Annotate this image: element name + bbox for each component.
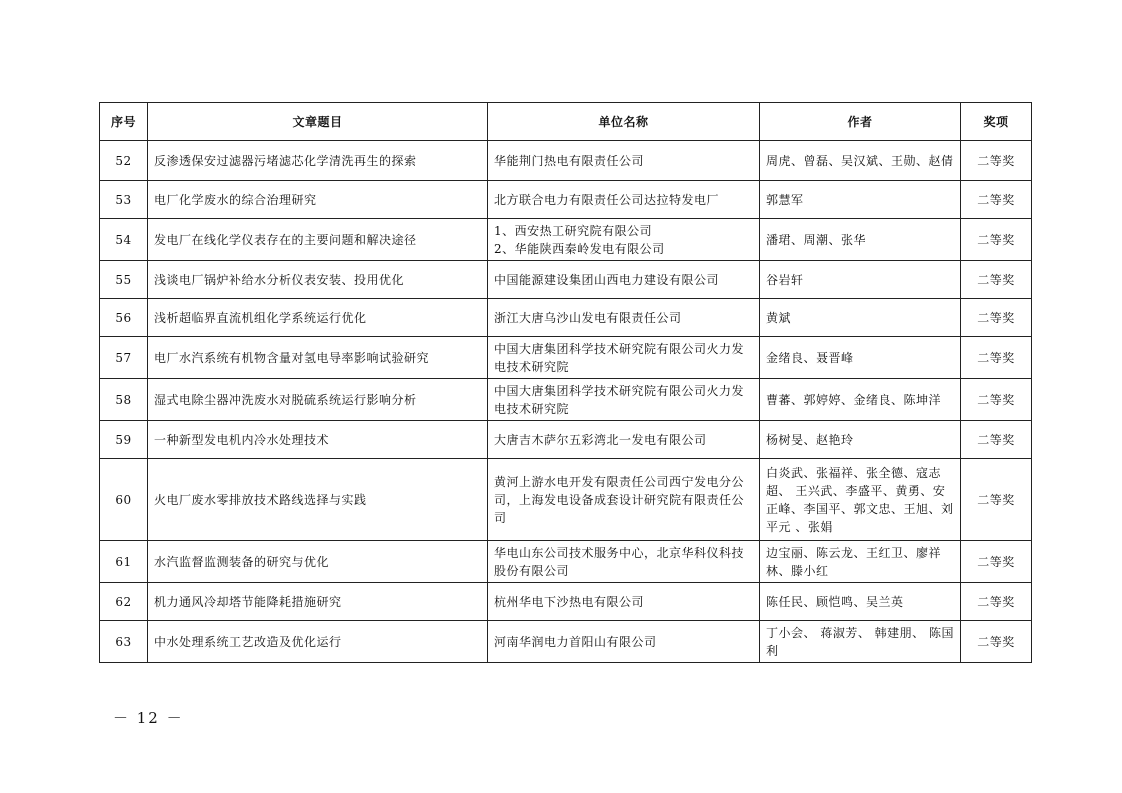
row-award: 二等奖	[961, 299, 1032, 337]
row-unit-name	[488, 181, 760, 219]
row-serial-number: 62	[100, 583, 148, 621]
table-row	[100, 379, 1032, 421]
row-article-title: 浅谈电厂锅炉补给水分析仪表安装、投用优化	[148, 261, 488, 299]
row-award: 二等奖	[961, 621, 1032, 663]
table-body	[100, 141, 1032, 663]
table-row	[100, 421, 1032, 459]
row-serial-number: 53	[100, 181, 148, 219]
row-article-title: 浅析超临界直流机组化学系统运行优化	[148, 299, 488, 337]
row-serial-number: 58	[100, 379, 148, 421]
unit-name-line: 华能荆门热电有限责任公司	[494, 153, 645, 168]
unit-name-line: 黄河上游水电开发有限责任公司西宁发电分公司，上海发电设备成套设计研究院有限责任公司	[494, 474, 745, 525]
unit-name-line: 大唐吉木萨尔五彩湾北一发电有限公司	[494, 432, 707, 447]
page-number: － 12 －	[113, 709, 184, 727]
row-serial-number: 56	[100, 299, 148, 337]
row-serial-number: 57	[100, 337, 148, 379]
row-article-title: 湿式电除尘器冲洗废水对脱硫系统运行影响分析	[148, 379, 488, 421]
unit-name-line: 2、华能陕西秦岭发电有限公司	[494, 241, 665, 256]
row-serial-number: 52	[100, 141, 148, 181]
table-row	[100, 219, 1032, 261]
table-row	[100, 337, 1032, 379]
row-award: 二等奖	[961, 219, 1032, 261]
row-award: 二等奖	[961, 421, 1032, 459]
row-article-title: 机力通风冷却塔节能降耗措施研究	[148, 583, 488, 621]
row-serial-number: 54	[100, 219, 148, 261]
row-unit-name	[488, 261, 760, 299]
row-unit-name	[488, 421, 760, 459]
unit-name-line: 中国大唐集团科学技术研究院有限公司火力发电技术研究院	[494, 341, 745, 374]
row-authors: 金绪良、聂晋峰	[760, 337, 961, 379]
row-award: 二等奖	[961, 583, 1032, 621]
row-article-title: 发电厂在线化学仪表存在的主要问题和解决途径	[148, 219, 488, 261]
row-authors: 黄斌	[760, 299, 961, 337]
row-award: 二等奖	[961, 459, 1032, 541]
row-unit-name	[488, 141, 760, 181]
row-unit-name	[488, 541, 760, 583]
row-serial-number: 61	[100, 541, 148, 583]
row-article-title: 水汽监督监测装备的研究与优化	[148, 541, 488, 583]
row-authors: 白炎武、张福祥、张全德、寇志超、 王兴武、李盛平、黄勇、安正峰、李国平、郭文忠、王旭、刘平元 、张娟	[760, 459, 961, 541]
header-serial-number: 序号	[100, 103, 148, 141]
table-row	[100, 181, 1032, 219]
row-article-title: 中水处理系统工艺改造及优化运行	[148, 621, 488, 663]
table-row	[100, 141, 1032, 181]
unit-name-line: 中国能源建设集团山西电力建设有限公司	[494, 272, 720, 287]
header-author: 作者	[760, 103, 961, 141]
row-award: 二等奖	[961, 337, 1032, 379]
row-article-title: 反渗透保安过滤器污堵滤芯化学清洗再生的探索	[148, 141, 488, 181]
unit-name-line: 杭州华电下沙热电有限公司	[494, 594, 645, 609]
table-row	[100, 459, 1032, 541]
row-award: 二等奖	[961, 181, 1032, 219]
award-table	[99, 102, 1032, 663]
row-unit-name	[488, 337, 760, 379]
row-authors: 谷岩轩	[760, 261, 961, 299]
row-authors: 陈任民、顾恺鸣、吴兰英	[760, 583, 961, 621]
row-authors: 潘珺、周潮、张华	[760, 219, 961, 261]
row-award: 二等奖	[961, 541, 1032, 583]
row-award: 二等奖	[961, 261, 1032, 299]
row-serial-number: 59	[100, 421, 148, 459]
row-unit-name	[488, 219, 760, 261]
row-article-title: 电厂化学废水的综合治理研究	[148, 181, 488, 219]
row-article-title: 火电厂废水零排放技术路线选择与实践	[148, 459, 488, 541]
row-award: 二等奖	[961, 141, 1032, 181]
unit-name-line: 中国大唐集团科学技术研究院有限公司火力发电技术研究院	[494, 383, 745, 416]
row-unit-name	[488, 583, 760, 621]
row-article-title: 电厂水汽系统有机物含量对氢电导率影响试验研究	[148, 337, 488, 379]
row-serial-number: 63	[100, 621, 148, 663]
row-serial-number: 60	[100, 459, 148, 541]
row-authors: 边宝丽、陈云龙、王红卫、廖祥林、滕小红	[760, 541, 961, 583]
unit-name-line: 河南华润电力首阳山有限公司	[494, 634, 657, 649]
row-authors: 郭慧军	[760, 181, 961, 219]
row-unit-name	[488, 299, 760, 337]
row-article-title: 一种新型发电机内冷水处理技术	[148, 421, 488, 459]
row-award: 二等奖	[961, 379, 1032, 421]
unit-name-line: 浙江大唐乌沙山发电有限责任公司	[494, 310, 682, 325]
unit-name-line: 北方联合电力有限责任公司达拉特发电厂	[494, 192, 720, 207]
row-serial-number: 55	[100, 261, 148, 299]
row-authors: 曹蕃、郭婷婷、金绪良、陈坤洋	[760, 379, 961, 421]
header-award: 奖项	[961, 103, 1032, 141]
table-row	[100, 583, 1032, 621]
header-article-title: 文章题目	[148, 103, 488, 141]
table-row	[100, 299, 1032, 337]
row-authors: 杨树旻、赵艳玲	[760, 421, 961, 459]
table-header-row	[100, 103, 1032, 141]
unit-name-line: 1、西安热工研究院有限公司	[494, 223, 653, 238]
unit-name-line: 华电山东公司技术服务中心，北京华科仪科技股份有限公司	[494, 545, 745, 578]
row-authors: 丁小会、 蒋淑芳、 韩建朋、 陈国利	[760, 621, 961, 663]
table-row	[100, 621, 1032, 663]
row-authors: 周虎、曾磊、吴汉斌、王勋、赵倩	[760, 141, 961, 181]
row-unit-name	[488, 621, 760, 663]
row-unit-name	[488, 379, 760, 421]
header-unit-name: 单位名称	[488, 103, 760, 141]
table-row	[100, 541, 1032, 583]
table-row	[100, 261, 1032, 299]
row-unit-name	[488, 459, 760, 541]
